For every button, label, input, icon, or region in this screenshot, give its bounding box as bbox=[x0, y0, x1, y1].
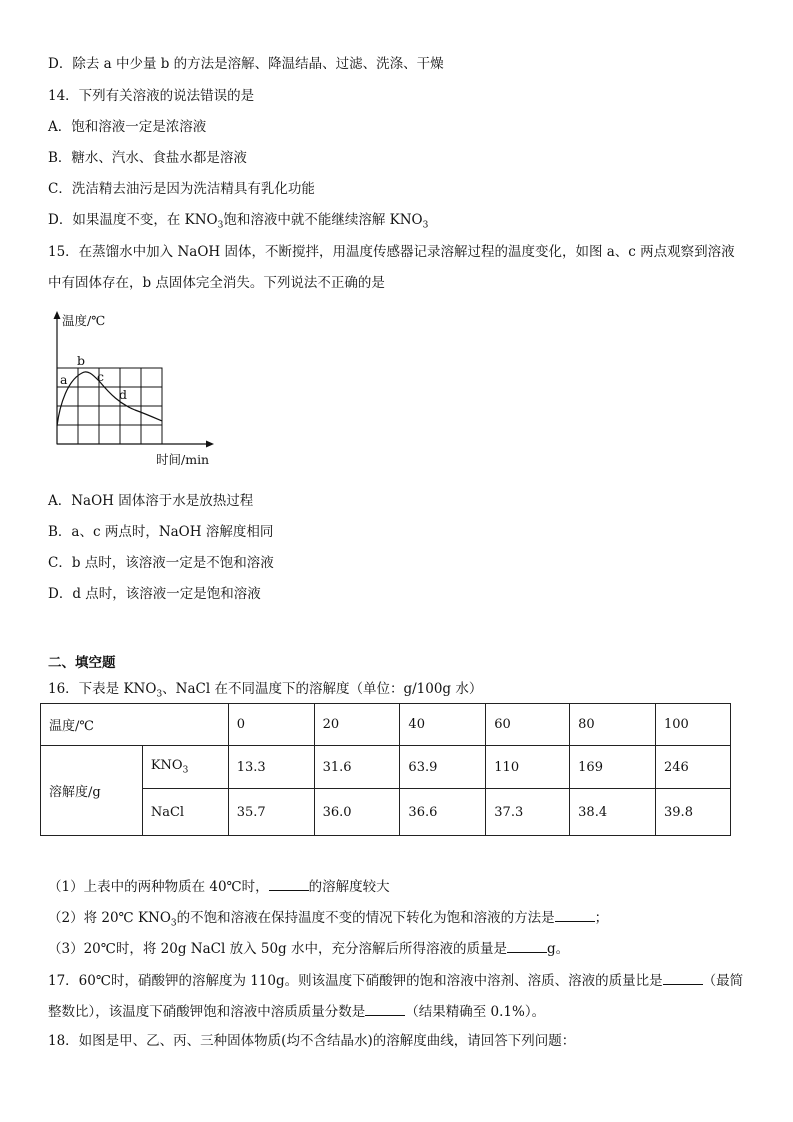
subscript: 3 bbox=[182, 765, 189, 776]
subscript: 3 bbox=[170, 918, 177, 929]
temp-cell: 100 bbox=[656, 704, 731, 746]
table-cell: 37.3 bbox=[486, 789, 570, 836]
q16-stem-part2: 、NaCl 在不同温度下的溶解度（单位：g/100g 水） bbox=[162, 681, 483, 697]
q16-sub1-part1: （1）上表中的两种物质在 40℃时， bbox=[48, 879, 269, 895]
q17-line2 bbox=[48, 1001, 545, 1021]
q18-stem: 18．如图是甲、乙、丙、三种固体物质(均不含结晶水)的溶解度曲线，请回答下列问题： bbox=[48, 1033, 576, 1049]
subscript: 3 bbox=[422, 220, 429, 231]
point-label-c: c bbox=[97, 369, 105, 384]
q16-sub2-part3: ； bbox=[594, 910, 609, 926]
q14-option-d bbox=[48, 211, 428, 235]
temp-cell: 0 bbox=[228, 704, 314, 746]
q16-sub2-part2: 的不饱和溶液在保持温度不变的情况下转化为饱和溶液的方法是 bbox=[176, 910, 555, 926]
nacl-label: NaCl bbox=[142, 789, 228, 836]
table-row-kno3 bbox=[41, 746, 731, 789]
temp-cell: 40 bbox=[400, 704, 486, 746]
q15-option-b: B．a、c 两点时，NaOH 溶解度相同 bbox=[48, 524, 274, 540]
q14-option-a: A．饱和溶液一定是浓溶液 bbox=[48, 119, 207, 135]
y-axis-arrow bbox=[54, 311, 61, 319]
q14-option-b: B．糖水、汽水、食盐水都是溶液 bbox=[48, 150, 247, 166]
temperature-curve bbox=[57, 372, 162, 426]
kno3-label bbox=[142, 746, 228, 789]
q16-sub2-part1: （2）将 20℃ KNO bbox=[48, 910, 171, 926]
table-cell: 13.3 bbox=[228, 746, 314, 789]
q15-stem-line1: 15．在蒸馏水中加入 NaOH 固体，不断搅拌，用温度传感器记录溶解过程的温度变化，如图 a、c 两点观察到溶液 bbox=[48, 244, 735, 260]
table-cell: 246 bbox=[656, 746, 731, 789]
q15-option-a: A．NaOH 固体溶于水是放热过程 bbox=[48, 493, 254, 509]
q17-line2-part1: 整数比），该温度下硝酸钾饱和溶液中溶质质量分数是 bbox=[48, 1004, 366, 1020]
grid bbox=[57, 368, 162, 444]
temp-cell: 80 bbox=[570, 704, 656, 746]
q16-sub2 bbox=[48, 907, 608, 933]
q14-option-d-part1: D．如果温度不变，在 KNO bbox=[48, 212, 218, 228]
table-cell: 169 bbox=[570, 746, 656, 789]
q14-option-c: C．洗洁精去油污是因为洗洁精具有乳化功能 bbox=[48, 181, 315, 197]
q14-option-d-part2: 饱和溶液中就不能继续溶解 KNO bbox=[223, 212, 423, 228]
solubility-label: 溶解度/g bbox=[41, 746, 143, 836]
section-title: 二、填空题 bbox=[48, 655, 116, 671]
table-header-row bbox=[41, 704, 731, 746]
q15-option-c: C．b 点时，该溶液一定是不饱和溶液 bbox=[48, 555, 274, 571]
answer-blank[interactable] bbox=[555, 907, 595, 922]
temp-cell: 20 bbox=[314, 704, 400, 746]
answer-blank[interactable] bbox=[507, 938, 547, 953]
table-cell: 36.0 bbox=[314, 789, 400, 836]
point-label-b: b bbox=[77, 353, 86, 368]
table-cell: 63.9 bbox=[400, 746, 486, 789]
q16-sub1 bbox=[48, 876, 390, 896]
solubility-table bbox=[40, 703, 731, 836]
answer-blank[interactable] bbox=[663, 970, 703, 985]
q13-option-d: D．除去 a 中少量 b 的方法是溶解、降温结晶、过滤、洗涤、干燥 bbox=[48, 56, 444, 72]
answer-blank[interactable] bbox=[269, 876, 309, 891]
subscript: 3 bbox=[156, 689, 163, 700]
x-axis-arrow bbox=[206, 441, 214, 448]
q16-sub1-part2: 的溶解度较大 bbox=[308, 879, 390, 895]
q16-sub3-part1: （3）20℃时，将 20g NaCl 放入 50g 水中，充分溶解后所得溶液的质量是 bbox=[48, 941, 507, 957]
temperature-time-graph bbox=[40, 308, 230, 473]
q14-stem: 14．下列有关溶液的说法错误的是 bbox=[48, 88, 255, 104]
temp-cell: 60 bbox=[486, 704, 570, 746]
table-cell: 110 bbox=[486, 746, 570, 789]
q17-line1-part2: （最简 bbox=[702, 973, 744, 989]
q16-stem-part1: 16．下表是 KNO bbox=[48, 681, 157, 697]
subscript: 3 bbox=[217, 220, 224, 231]
q16-stem bbox=[48, 680, 482, 704]
q15-option-d: D．d 点时，该溶液一定是饱和溶液 bbox=[48, 586, 261, 602]
answer-blank[interactable] bbox=[365, 1001, 405, 1016]
q16-sub3 bbox=[48, 938, 569, 958]
point-label-d: d bbox=[119, 387, 128, 402]
kno3-label-text: KNO bbox=[150, 758, 183, 774]
x-axis-label: 时间/min bbox=[156, 452, 210, 467]
q15-stem-line2: 中有固体存在，b 点固体完全消失。下列说法不正确的是 bbox=[48, 275, 385, 291]
q17-line2-part2: （结果精确至 0.1%）。 bbox=[405, 1004, 546, 1020]
table-cell: 36.6 bbox=[400, 789, 486, 836]
table-cell: 35.7 bbox=[228, 789, 314, 836]
q17-line1 bbox=[48, 970, 743, 990]
y-axis-label: 温度/℃ bbox=[62, 313, 106, 328]
table-row-nacl bbox=[41, 789, 731, 836]
point-label-a: a bbox=[60, 372, 68, 387]
table-cell: 31.6 bbox=[314, 746, 400, 789]
q17-line1-part1: 17．60℃时，硝酸钾的溶解度为 110g。则该温度下硝酸钾的饱和溶液中溶剂、溶质、溶液的质量比是 bbox=[48, 973, 663, 989]
temp-header: 温度/℃ bbox=[41, 704, 229, 746]
q16-sub3-part2: g。 bbox=[546, 941, 570, 957]
table-cell: 39.8 bbox=[656, 789, 731, 836]
table-cell: 38.4 bbox=[570, 789, 656, 836]
